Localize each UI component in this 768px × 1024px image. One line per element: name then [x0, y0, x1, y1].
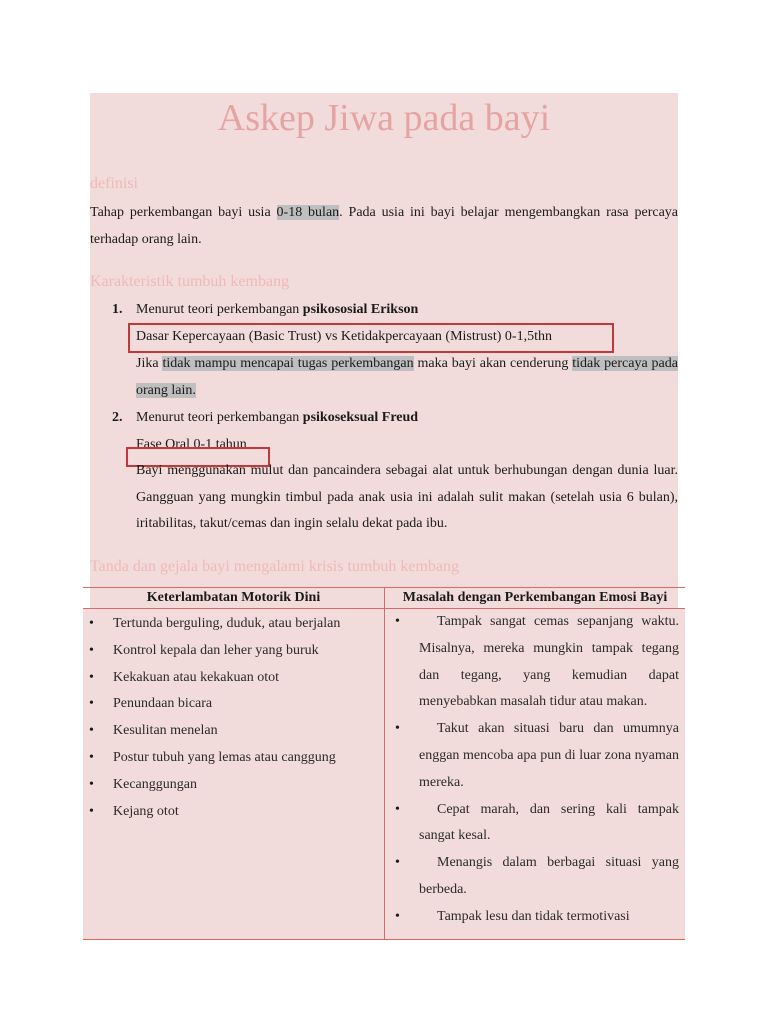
bullet: • — [89, 669, 94, 685]
item-2-intro-text: Menurut teori perkembangan — [136, 410, 303, 425]
list-item — [385, 797, 685, 851]
item-2-boxed-line: Fase Oral 0-1 tahun — [136, 437, 247, 452]
list-item-text: Tampak sangat cemas sepanjang waktu. Misalnya, mereka mungkin tampak tegang dan tegang, yang kemudian dapat menyebabkan masalah tidur atau makan. — [419, 614, 679, 710]
item-2-intro — [136, 405, 678, 432]
column-header-motorik: Keterlambatan Motorik Dini — [83, 588, 385, 609]
motorik-cell — [83, 609, 385, 940]
bullet: • — [395, 855, 400, 871]
list-item-text: Kejang otot — [113, 803, 179, 819]
list-item-text: Kontrol kepala dan leher yang buruk — [113, 642, 319, 658]
item-1-p-mid: maka bayi akan cenderung — [413, 356, 573, 371]
list-number-1: 1. — [112, 302, 123, 317]
item-1-intro-text: Menurut teori perkembangan — [136, 302, 303, 317]
list-item — [83, 665, 384, 692]
bullet: • — [89, 642, 94, 658]
list-item-text: Kesulitan menelan — [113, 723, 218, 739]
motorik-list — [83, 611, 384, 825]
emosi-cell — [385, 609, 686, 940]
item-1-boxed-line: Dasar Kepercayaan (Basic Trust) vs Ketidakpercayaan (Mistrust) 0-1,5thn — [136, 329, 552, 344]
emosi-list — [385, 609, 685, 931]
list-item — [385, 716, 685, 796]
list-item-text: Menangis dalam berbagai situasi yang berbeda. — [419, 855, 679, 897]
list-item — [385, 904, 685, 931]
bullet: • — [89, 723, 94, 739]
bullet: • — [395, 801, 400, 817]
red-annotation-box-1 — [128, 323, 614, 353]
list-item-text: Cepat marah, dan sering kali tampak sangat kesal. — [419, 801, 679, 844]
item-1-bold: psikososial Erikson — [302, 302, 419, 317]
page-title: Askep Jiwa pada bayi — [217, 97, 551, 139]
list-item-text: Penundaan bicara — [113, 696, 213, 712]
list-item — [385, 609, 685, 716]
bullet: • — [395, 614, 400, 629]
list-item-text: Kekakuan atau kekakuan otot — [113, 669, 279, 685]
heading-karakteristik: Karakteristik tumbuh kembang — [90, 273, 290, 290]
item-1-p-start: Jika — [136, 356, 163, 371]
list-item-text: Postur tubuh yang lemas atau canggung — [113, 749, 336, 765]
list-item — [83, 799, 384, 826]
item-2-bold: psikoseksual Freud — [302, 410, 419, 425]
bullet: • — [89, 696, 94, 712]
item-1-highlight-1: tidak mampu mencapai tugas perkembangan — [162, 356, 414, 371]
heading-tanda-gejala: Tanda dan gejala bayi mengalami krisis tumbuh kembang — [90, 558, 459, 575]
bullet: • — [89, 803, 94, 819]
bullet: • — [395, 721, 400, 737]
bullet: • — [395, 908, 400, 924]
heading-definisi: definisi — [90, 175, 138, 192]
item-1-paragraph — [136, 351, 678, 404]
list-number-2: 2. — [112, 410, 123, 425]
item-1-highlight-2: tidak percaya pada orang lain. — [136, 356, 678, 398]
list-item-text: Tampak lesu dan tidak termotivasi — [437, 908, 630, 924]
list-item — [83, 611, 384, 638]
list-item — [83, 691, 384, 718]
bullet: • — [89, 776, 94, 792]
list-item-text: Tertunda berguling, duduk, atau berjalan — [113, 616, 341, 631]
list-item — [83, 638, 384, 665]
item-2-paragraph: Bayi menggunakan mulut dan pancaindera sebagai alat untuk berhubungan dengan dunia luar. Gangguan yang mungkin timbul pada anak usia ini adalah sulit makan (setelah usia 6 bulan), iritabilitas, takut/cemas dan ingin selalu dekat pada ibu. — [136, 463, 678, 531]
list-item — [83, 718, 384, 745]
bullet: • — [89, 616, 94, 631]
column-header-emosi: Masalah dengan Perkembangan Emosi Bayi — [385, 588, 686, 609]
list-item — [385, 850, 685, 904]
definisi-paragraph — [90, 200, 678, 253]
item-1-intro — [136, 297, 678, 324]
bullet: • — [89, 749, 94, 765]
definisi-text-start: Tahap perkembangan bayi usia — [90, 205, 277, 220]
highlight-age-range: 0-18 bulan — [276, 205, 340, 220]
list-item-text: Kecanggungan — [113, 776, 197, 792]
list-item — [83, 745, 384, 772]
definisi-text-end: . Pada usia ini bayi belajar mengembangkan rasa percaya terhadap orang lain. — [90, 205, 679, 247]
symptoms-table — [83, 587, 685, 940]
list-item-text: Takut akan situasi baru dan umumnya enggan mencoba apa pun di luar zona nyaman mereka. — [419, 721, 679, 790]
list-item — [83, 772, 384, 799]
